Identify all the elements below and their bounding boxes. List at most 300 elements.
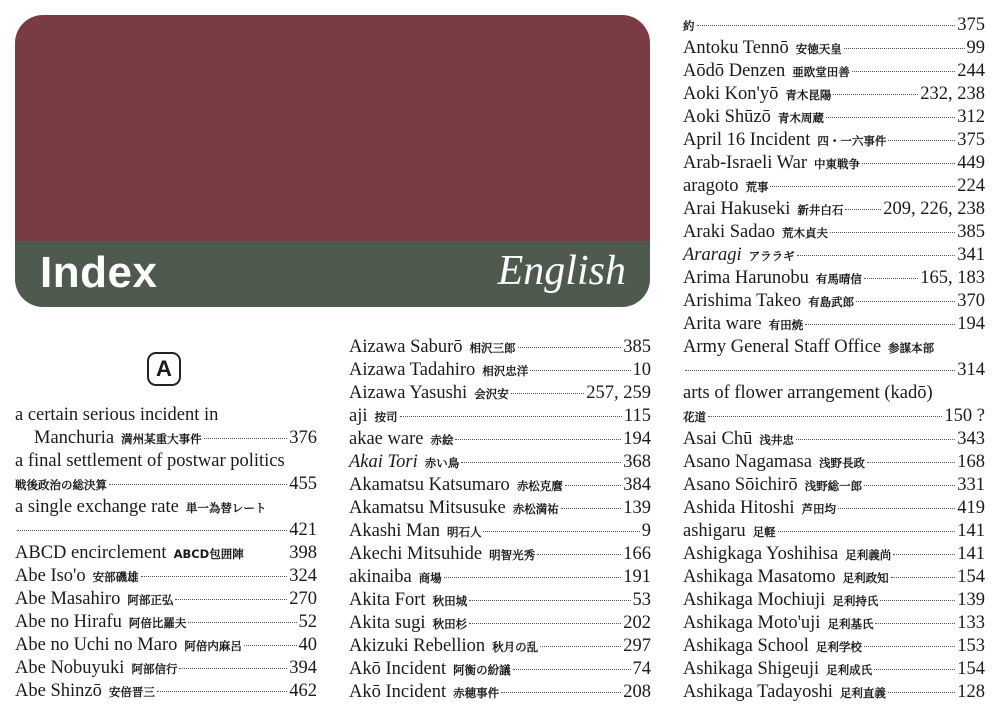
index-entry: [349, 543, 651, 566]
entry-pages: 115: [623, 406, 651, 426]
index-entry-line: [349, 543, 651, 566]
entry-term: arts of flower arrangement (kadō): [683, 383, 933, 403]
entry-japanese: 秋田城: [432, 594, 468, 608]
leader-dots: [501, 692, 621, 693]
leader-dots: [891, 577, 956, 578]
leader-dots: [444, 577, 622, 578]
entry-japanese: 阿部信行: [131, 662, 178, 676]
entry-japanese: 安倍晋三: [108, 685, 155, 699]
index-entry: [349, 405, 651, 428]
entry-pages: 331: [957, 475, 985, 495]
banner-top-band: [15, 15, 650, 241]
index-entry-line: [15, 519, 317, 542]
entry-japanese: 相沢忠洋: [482, 364, 529, 378]
leader-dots: [537, 554, 621, 555]
leader-dots: [888, 692, 955, 693]
entry-term: Abe no Uchi no Maro: [15, 635, 178, 655]
entry-term: Ashikaga Moto'uji: [683, 613, 821, 633]
index-entry: [683, 681, 985, 704]
index-entry-line: [683, 382, 985, 405]
entry-japanese: 阿倍比羅夫: [128, 616, 187, 630]
index-entry-line: [349, 474, 651, 497]
index-entry: [683, 290, 985, 313]
index-entry-line: [683, 359, 985, 382]
leader-dots: [862, 163, 955, 164]
index-entry-line: [15, 473, 317, 496]
leader-dots: [157, 691, 287, 692]
entry-pages: 139: [623, 498, 651, 518]
index-entry-line: [349, 612, 651, 635]
leader-dots: [826, 117, 955, 118]
leader-dots: [461, 462, 621, 463]
entry-japanese: 浅井忠: [759, 433, 794, 447]
entry-japanese: 中東戦争: [814, 157, 861, 171]
index-entry-line: [683, 336, 985, 359]
leader-dots: [864, 485, 955, 486]
index-entry: [15, 634, 317, 657]
entry-term: Akō Incident: [349, 659, 447, 679]
leader-dots: [852, 71, 956, 72]
entry-term: Ashikaga Tadayoshi: [683, 682, 833, 702]
leader-dots: [513, 669, 631, 670]
entry-pages: 375: [957, 15, 985, 35]
entry-japanese: 約: [683, 19, 695, 33]
index-entry-line: [349, 635, 651, 658]
entry-japanese: 四・一六事件: [817, 134, 887, 148]
entry-term: ashigaru: [683, 521, 746, 541]
entry-term: Ashikaga Masatomo: [683, 567, 836, 587]
entry-pages: 462: [289, 681, 317, 701]
entry-pages: 232, 238: [920, 84, 985, 104]
index-entry-line: [683, 612, 985, 635]
index-entry: [349, 497, 651, 520]
index-entry-line: [349, 359, 651, 382]
index-entry-line: [15, 450, 317, 473]
entry-pages: 455: [289, 474, 317, 494]
index-entry: [683, 175, 985, 198]
entry-pages: 194: [957, 314, 985, 334]
entry-term: Arab-Israeli War: [683, 153, 808, 173]
entry-japanese: 秋月の乱: [492, 640, 539, 654]
leader-dots: [540, 646, 621, 647]
entry-pages: 168: [957, 452, 985, 472]
index-entry: [683, 451, 985, 474]
entry-japanese: 赤絵: [430, 433, 454, 447]
index-entry: [683, 198, 985, 221]
index-entry: [683, 543, 985, 566]
index-entry: [683, 14, 985, 37]
entry-term: Araragi: [683, 245, 742, 265]
index-entry-line: [683, 543, 985, 566]
leader-dots: [204, 438, 288, 439]
entry-term: Arita ware: [683, 314, 762, 334]
entry-term: Aōdō Denzen: [683, 61, 786, 81]
entry-japanese: 荒事: [745, 180, 769, 194]
index-entry-line: [683, 474, 985, 497]
entry-term: Akashi Man: [349, 521, 440, 541]
entry-pages: 128: [957, 682, 985, 702]
entry-pages: 312: [957, 107, 985, 127]
leader-dots: [796, 439, 955, 440]
index-entry: [683, 221, 985, 244]
index-entry: [683, 244, 985, 267]
leader-dots: [179, 668, 287, 669]
leader-dots: [109, 484, 287, 485]
section-letter-badge: A: [147, 352, 181, 386]
leader-dots: [530, 370, 630, 371]
entry-japanese: 明石人: [446, 525, 482, 539]
entry-pages: 324: [289, 566, 317, 586]
leader-dots: [244, 645, 297, 646]
index-entry-line: [349, 382, 651, 405]
index-entry: [683, 60, 985, 83]
entry-term: Aizawa Saburō: [349, 337, 463, 357]
index-entry-line: [683, 635, 985, 658]
index-entry-line: [683, 405, 985, 428]
index-entry-line: [683, 451, 985, 474]
entry-term: ABCD encirclement: [15, 543, 167, 563]
index-entry-line: [349, 566, 651, 589]
entry-japanese: 赤い鳥: [424, 456, 460, 470]
entry-pages: 421: [289, 520, 317, 540]
entry-term: Aizawa Tadahiro: [349, 360, 476, 380]
entry-japanese: 秋田杉: [432, 617, 468, 631]
entry-japanese: 足軽: [752, 525, 776, 539]
entry-term: akae ware: [349, 429, 424, 449]
entry-pages: 133: [957, 613, 985, 633]
index-entry: [349, 589, 651, 612]
index-entry-line: [683, 129, 985, 152]
entry-pages: 99: [966, 38, 985, 58]
entry-pages: 141: [957, 521, 985, 541]
leader-dots: [455, 439, 621, 440]
index-entry-line: [683, 681, 985, 704]
index-entry: [683, 106, 985, 129]
index-entry: [15, 542, 317, 565]
entry-japanese: 単一為替レート: [185, 501, 267, 515]
entry-term: Ashikaga Mochiuji: [683, 590, 826, 610]
entry-term: Akita Fort: [349, 590, 426, 610]
entry-japanese: 按司: [374, 410, 398, 424]
entry-pages: 53: [632, 590, 651, 610]
index-entry: [349, 336, 651, 359]
entry-term: Akechi Mitsuhide: [349, 544, 483, 564]
entry-term: Arima Harunobu: [683, 268, 809, 288]
index-entry: [349, 681, 651, 704]
index-entry: [15, 404, 317, 450]
entry-japanese: ABCD包囲陣: [173, 547, 244, 561]
index-entry-line: [683, 14, 985, 37]
index-entry: [349, 566, 651, 589]
index-entry-line: [683, 589, 985, 612]
entry-pages: 394: [289, 658, 317, 678]
entry-japanese: 有島武郎: [808, 295, 855, 309]
entry-japanese: 足利成氏: [826, 663, 873, 677]
leader-dots: [400, 416, 622, 417]
entry-japanese: 満州某重大事件: [121, 432, 202, 446]
entry-pages: 191: [623, 567, 651, 587]
entry-pages: 341: [957, 245, 985, 265]
index-entry: [683, 520, 985, 543]
entry-term: Asano Nagamasa: [683, 452, 812, 472]
entry-term: Akai Tori: [349, 452, 418, 472]
entry-japanese: 赤穂事件: [453, 686, 500, 700]
entry-term: a single exchange rate: [15, 497, 179, 517]
index-entry: [15, 680, 317, 703]
index-entry-line: [15, 404, 317, 427]
entry-term: April 16 Incident: [683, 130, 811, 150]
entry-term: Akizuki Rebellion: [349, 636, 486, 656]
leader-dots: [893, 554, 955, 555]
entry-japanese: 商場: [418, 571, 442, 585]
entry-japanese: 安徳天皇: [795, 42, 842, 56]
entry-pages: 297: [623, 636, 651, 656]
index-entry-line: [349, 589, 651, 612]
index-entry: [683, 129, 985, 152]
entry-term: Akō Incident: [349, 682, 447, 702]
leader-dots: [830, 232, 955, 233]
index-entry-line: [683, 106, 985, 129]
entry-pages: 270: [289, 589, 317, 609]
leader-dots: [864, 646, 955, 647]
index-entry-line: [15, 542, 317, 565]
entry-pages: 449: [957, 153, 985, 173]
entry-term: akinaiba: [349, 567, 412, 587]
entry-japanese: 新井白石: [797, 203, 844, 217]
index-entry-line: [683, 60, 985, 83]
leader-dots: [864, 278, 918, 279]
entry-term: Aoki Shūzō: [683, 107, 771, 127]
entry-pages: 139: [957, 590, 985, 610]
page-subtitle: English: [497, 248, 626, 294]
leader-dots: [518, 347, 622, 348]
index-entry: [683, 589, 985, 612]
index-entry: [349, 451, 651, 474]
leader-dots: [483, 531, 639, 532]
page-title: Index: [40, 248, 158, 297]
index-entry-line: [15, 427, 317, 450]
index-entry: [683, 635, 985, 658]
leader-dots: [565, 485, 621, 486]
index-entry: [15, 588, 317, 611]
index-entry-line: [15, 565, 317, 588]
entry-term: Akamatsu Katsumaro: [349, 475, 510, 495]
entry-pages: 376: [289, 428, 317, 448]
entry-term: Asai Chū: [683, 429, 753, 449]
index-entry-line: [15, 588, 317, 611]
index-entry: [15, 611, 317, 634]
entry-pages: 314: [957, 360, 985, 380]
index-entry-line: [15, 657, 317, 680]
entry-term: Abe Shinzō: [15, 681, 102, 701]
index-entry-line: [683, 566, 985, 589]
index-banner: [15, 15, 650, 307]
entry-term: a final settlement of postwar politics: [15, 451, 285, 471]
index-entry: [15, 657, 317, 680]
entry-pages: 150 ?: [944, 406, 985, 426]
entry-japanese: 芦田均: [801, 502, 837, 516]
entry-pages: 154: [957, 567, 985, 587]
leader-dots: [797, 255, 956, 256]
entry-japanese: 浅野長政: [818, 456, 865, 470]
banner-bottom-band: [15, 241, 650, 307]
entry-japanese: 明智光秀: [489, 548, 536, 562]
index-entry-line: [15, 611, 317, 634]
entry-japanese: 阿部正弘: [127, 593, 174, 607]
entry-pages: 74: [632, 659, 651, 679]
index-entry-line: [349, 681, 651, 704]
entry-japanese: 有馬晴信: [815, 272, 862, 286]
index-entry: [683, 566, 985, 589]
entry-term: Ashikaga School: [683, 636, 809, 656]
index-column-1: [15, 404, 317, 703]
leader-dots: [888, 140, 955, 141]
entry-pages: 40: [298, 635, 317, 655]
index-entry-line: [683, 175, 985, 198]
entry-japanese: 足利持氏: [832, 594, 879, 608]
entry-japanese: 足利義尚: [845, 548, 892, 562]
index-entry-line: [683, 497, 985, 520]
entry-term: Army General Staff Office: [683, 337, 882, 357]
entry-pages: 209, 226, 238: [883, 199, 985, 219]
leader-dots: [770, 186, 955, 187]
leader-dots: [697, 25, 956, 26]
index-entry-line: [683, 267, 985, 290]
index-entry-line: [349, 451, 651, 474]
entry-japanese: 浅野総一郎: [804, 479, 863, 493]
leader-dots: [845, 209, 881, 210]
entry-japanese: 足利直義: [839, 686, 886, 700]
index-entry: [683, 658, 985, 681]
leader-dots: [838, 508, 955, 509]
entry-japanese: 足利政知: [842, 571, 889, 585]
entry-japanese: 阿倍内麻呂: [184, 639, 242, 653]
entry-term: Arishima Takeo: [683, 291, 802, 311]
index-entry: [349, 359, 651, 382]
entry-japanese: 荒木貞夫: [781, 226, 828, 240]
entry-japanese: 参謀本部: [888, 341, 935, 355]
index-entry: [349, 635, 651, 658]
index-entry-line: [683, 658, 985, 681]
leader-dots: [844, 48, 965, 49]
entry-pages: 384: [623, 475, 651, 495]
entry-pages: 419: [957, 498, 985, 518]
entry-term: Araki Sadao: [683, 222, 775, 242]
entry-pages: 257, 259: [586, 383, 651, 403]
entry-japanese: 赤松満祐: [512, 502, 559, 516]
index-entry: [683, 612, 985, 635]
entry-pages: 141: [957, 544, 985, 564]
entry-japanese: 花道: [683, 410, 706, 424]
index-entry-line: [683, 313, 985, 336]
leader-dots: [778, 531, 956, 532]
index-entry: [15, 450, 317, 496]
index-entry-line: [683, 152, 985, 175]
index-entry-line: [15, 634, 317, 657]
entry-pages: 166: [623, 544, 651, 564]
entry-pages: 9: [641, 521, 651, 541]
index-column-3: [683, 14, 985, 704]
entry-japanese: 安部磯雄: [92, 570, 139, 584]
entry-pages: 153: [957, 636, 985, 656]
entry-japanese: 亜欧堂田善: [792, 65, 850, 79]
index-entry: [683, 382, 985, 428]
index-entry: [683, 497, 985, 520]
leader-dots: [805, 324, 955, 325]
entry-pages: 208: [623, 682, 651, 702]
index-entry: [349, 428, 651, 451]
index-entry-line: [683, 221, 985, 244]
index-entry-line: [349, 405, 651, 428]
entry-japanese: 足利学校: [815, 640, 862, 654]
leader-dots: [856, 301, 955, 302]
entry-japanese: 相沢三郎: [469, 341, 516, 355]
entry-pages: 244: [957, 61, 985, 81]
entry-japanese: 赤松克麿: [516, 479, 563, 493]
index-entry: [349, 520, 651, 543]
entry-term: Ashida Hitoshi: [683, 498, 795, 518]
index-entry: [683, 152, 985, 175]
index-entry-line: [15, 496, 317, 519]
index-entry: [349, 658, 651, 681]
leader-dots: [708, 416, 942, 417]
entry-term: Asano Sōichirō: [683, 475, 798, 495]
entry-japanese: 阿衡の紛議: [453, 663, 511, 677]
entry-pages: 343: [957, 429, 985, 449]
leader-dots: [175, 599, 287, 600]
index-entry-line: [15, 680, 317, 703]
entry-pages: 398: [289, 543, 317, 563]
index-entry: [683, 313, 985, 336]
index-entry-line: [683, 198, 985, 221]
entry-term: Abe Nobuyuki: [15, 658, 125, 678]
entry-term: Akita sugi: [349, 613, 426, 633]
index-entry-line: [349, 428, 651, 451]
entry-term: Abe Masahiro: [15, 589, 121, 609]
leader-dots: [561, 508, 622, 509]
entry-term: aragoto: [683, 176, 739, 196]
entry-term: Ashigkaga Yoshihisa: [683, 544, 839, 564]
entry-japanese: 有田焼: [768, 318, 804, 332]
index-entry: [15, 565, 317, 588]
leader-dots: [469, 600, 630, 601]
leader-dots: [867, 462, 955, 463]
index-entry: [349, 382, 651, 405]
entry-pages: 368: [623, 452, 651, 472]
leader-dots: [188, 622, 296, 623]
entry-term: Abe no Hirafu: [15, 612, 122, 632]
leader-dots: [874, 669, 955, 670]
entry-pages: 224: [957, 176, 985, 196]
index-entry: [683, 474, 985, 497]
index-entry: [683, 428, 985, 451]
index-entry: [683, 336, 985, 382]
entry-japanese: 青木昆陽: [785, 88, 832, 102]
index-entry: [15, 496, 317, 542]
entry-term: Aoki Kon'yō: [683, 84, 779, 104]
entry-pages: 165, 183: [920, 268, 985, 288]
index-entry-line: [683, 244, 985, 267]
entry-pages: 52: [298, 612, 317, 632]
entry-term: Abe Iso'o: [15, 566, 86, 586]
entry-pages: 202: [623, 613, 651, 633]
leader-dots: [141, 576, 288, 577]
entry-pages: 10: [632, 360, 651, 380]
index-entry-line: [683, 37, 985, 60]
entry-term: Akamatsu Mitsusuke: [349, 498, 506, 518]
index-entry-line: [349, 497, 651, 520]
leader-dots: [833, 94, 918, 95]
